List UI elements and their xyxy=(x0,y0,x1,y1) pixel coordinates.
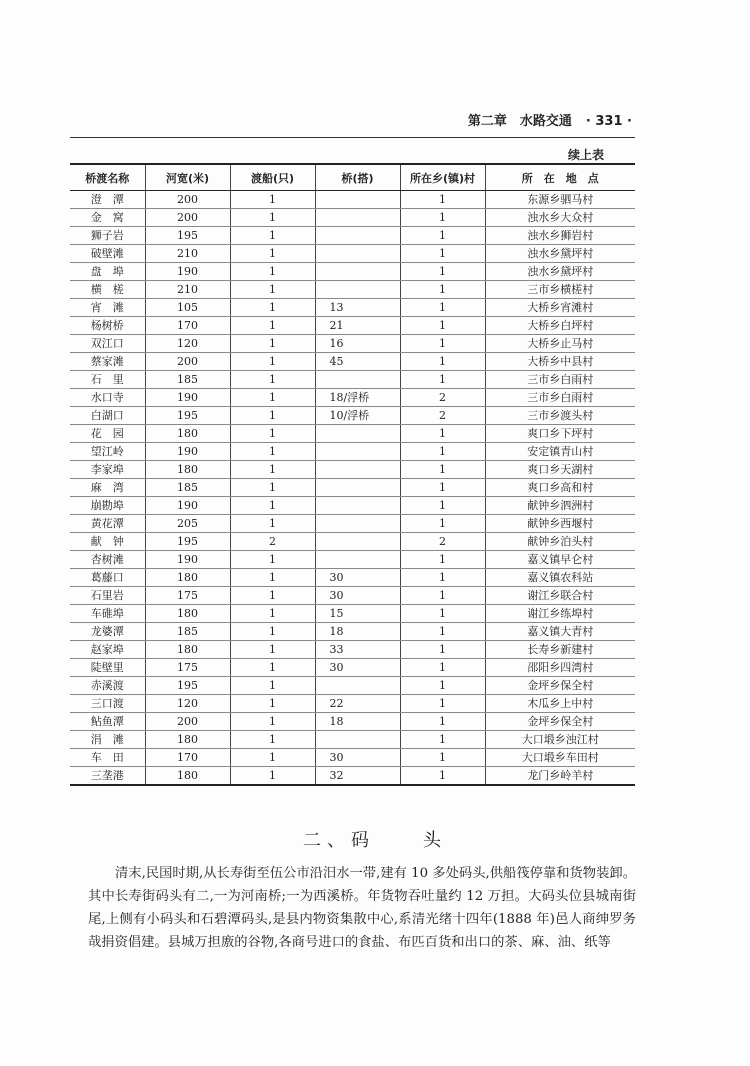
table-row xyxy=(70,479,635,497)
table-cell xyxy=(315,191,400,209)
table-cell: 190 xyxy=(145,551,230,569)
table-row xyxy=(70,443,635,461)
table-cell xyxy=(315,245,400,263)
ferry-table xyxy=(70,163,635,786)
table-cell: 200 xyxy=(145,713,230,731)
table-row xyxy=(70,695,635,713)
column-header: 渡船(只) xyxy=(230,164,315,191)
table-cell: 大桥乡宵滩村 xyxy=(485,299,635,317)
table-cell: 33 xyxy=(315,641,400,659)
table-cell: 1 xyxy=(400,515,485,533)
table-row xyxy=(70,731,635,749)
table-cell: 1 xyxy=(400,461,485,479)
table-cell: 175 xyxy=(145,659,230,677)
table-cell: 1 xyxy=(400,587,485,605)
table-cell: 1 xyxy=(230,515,315,533)
table-cell: 金坪乡保全村 xyxy=(485,713,635,731)
table-cell: 浊水乡黛坪村 xyxy=(485,263,635,281)
table-cell: 三市乡渡头村 xyxy=(485,407,635,425)
table-cell: 石 里 xyxy=(70,371,145,389)
table-row xyxy=(70,659,635,677)
table-cell: 望江岭 xyxy=(70,443,145,461)
table-cell: 三市乡横槎村 xyxy=(485,281,635,299)
table-cell: 1 xyxy=(400,299,485,317)
table-cell: 车碓埠 xyxy=(70,605,145,623)
table-row xyxy=(70,245,635,263)
table-cell: 185 xyxy=(145,479,230,497)
table-cell: 长寿乡新建村 xyxy=(485,641,635,659)
table-cell: 32 xyxy=(315,767,400,786)
table-cell: 蔡家滩 xyxy=(70,353,145,371)
table-cell: 1 xyxy=(400,767,485,786)
table-row xyxy=(70,605,635,623)
table-cell: 1 xyxy=(400,371,485,389)
table-cell: 1 xyxy=(400,245,485,263)
table-cell: 1 xyxy=(400,227,485,245)
table-cell: 30 xyxy=(315,587,400,605)
table-cell: 1 xyxy=(230,623,315,641)
table-row xyxy=(70,389,635,407)
table-cell: 大桥乡中县村 xyxy=(485,353,635,371)
table-cell: 嘉义镇农科站 xyxy=(485,569,635,587)
table-cell: 1 xyxy=(230,191,315,209)
table-row xyxy=(70,767,635,786)
table-cell: 200 xyxy=(145,209,230,227)
table-cell: 嘉义镇大青村 xyxy=(485,623,635,641)
table-cell: 200 xyxy=(145,353,230,371)
table-cell: 1 xyxy=(230,443,315,461)
table-cell: 1 xyxy=(230,353,315,371)
continued-label: 续上表 xyxy=(568,148,605,162)
table-cell: 车 田 xyxy=(70,749,145,767)
table-cell: 180 xyxy=(145,641,230,659)
table-cell: 1 xyxy=(230,335,315,353)
table-cell: 1 xyxy=(400,263,485,281)
table-cell: 18 xyxy=(315,713,400,731)
table-cell: 安定镇青山村 xyxy=(485,443,635,461)
table-cell: 190 xyxy=(145,263,230,281)
table-cell: 1 xyxy=(400,353,485,371)
table-cell: 1 xyxy=(400,695,485,713)
table-cell: 嘉义镇早仑村 xyxy=(485,551,635,569)
table-cell: 献钟乡泊头村 xyxy=(485,533,635,551)
table-cell: 45 xyxy=(315,353,400,371)
table-cell: 大口塅乡车田村 xyxy=(485,749,635,767)
table-cell: 葛藤口 xyxy=(70,569,145,587)
table-cell: 21 xyxy=(315,317,400,335)
table-cell: 1 xyxy=(230,749,315,767)
table-cell: 1 xyxy=(400,659,485,677)
table-cell: 195 xyxy=(145,677,230,695)
table-cell: 1 xyxy=(400,443,485,461)
table-cell: 浊水乡黛坪村 xyxy=(485,245,635,263)
column-header: 河宽(米) xyxy=(145,164,230,191)
table-cell: 1 xyxy=(230,425,315,443)
body-paragraph: 清末,民国时期,从长寿街至伍公市沿汨水一带,建有 10 多处码头,供船筏停靠和货物装卸。其中长寿街码头有二,一为河南桥;一为西溪桥。年货物吞吐量约 12 万担。大码头位县城南街尾,上侧有小码头和石碧潭码头,是县内物资集散中心,系清光绪十四年(1888 年)邑人商绅罗务哉捐资倡建。县城万担廒的谷物,各商号进口的食盐、布匹百货和出口的茶、麻、油、纸等 xyxy=(88,866,636,950)
table-cell: 谢江乡练埠村 xyxy=(485,605,635,623)
page-number: · 331 · xyxy=(585,114,632,129)
table-cell: 1 xyxy=(230,605,315,623)
table-cell xyxy=(315,551,400,569)
table-cell: 崩勘埠 xyxy=(70,497,145,515)
table-cell: 1 xyxy=(230,227,315,245)
table-cell: 210 xyxy=(145,245,230,263)
table-cell: 120 xyxy=(145,695,230,713)
table-cell: 170 xyxy=(145,317,230,335)
table-cell: 1 xyxy=(230,245,315,263)
table-cell: 195 xyxy=(145,407,230,425)
table-cell: 谢江乡联合村 xyxy=(485,587,635,605)
table-cell: 195 xyxy=(145,227,230,245)
table-cell xyxy=(315,461,400,479)
table-cell: 1 xyxy=(230,659,315,677)
table-cell: 18 xyxy=(315,623,400,641)
table-cell: 宵 滩 xyxy=(70,299,145,317)
table-cell: 175 xyxy=(145,587,230,605)
table-cell: 三垄港 xyxy=(70,767,145,786)
table-cell: 1 xyxy=(230,209,315,227)
table-cell: 1 xyxy=(230,281,315,299)
table-row xyxy=(70,497,635,515)
table-cell: 龙婆潭 xyxy=(70,623,145,641)
table-cell xyxy=(315,731,400,749)
table-cell: 麻 湾 xyxy=(70,479,145,497)
table-cell: 涓 滩 xyxy=(70,731,145,749)
table-cell: 1 xyxy=(230,569,315,587)
column-header: 桥(搭) xyxy=(315,164,400,191)
table-cell: 1 xyxy=(230,479,315,497)
table-cell: 190 xyxy=(145,443,230,461)
table-row xyxy=(70,299,635,317)
table-row xyxy=(70,713,635,731)
table-cell: 2 xyxy=(400,533,485,551)
table-row xyxy=(70,227,635,245)
table-row xyxy=(70,371,635,389)
table-cell: 1 xyxy=(400,713,485,731)
table-cell: 13 xyxy=(315,299,400,317)
table-cell: 破壁滩 xyxy=(70,245,145,263)
column-header: 所 在 地 点 xyxy=(485,164,635,191)
table-row xyxy=(70,407,635,425)
table-cell: 205 xyxy=(145,515,230,533)
table-row xyxy=(70,281,635,299)
table-cell: 1 xyxy=(400,425,485,443)
table-cell: 180 xyxy=(145,767,230,786)
table-cell: 浊水乡大众村 xyxy=(485,209,635,227)
table-cell: 爽口乡下坪村 xyxy=(485,425,635,443)
table-cell xyxy=(315,515,400,533)
table-row xyxy=(70,677,635,695)
table-cell: 木瓜乡上中村 xyxy=(485,695,635,713)
table-cell xyxy=(315,533,400,551)
table-cell: 大口塅乡浊江村 xyxy=(485,731,635,749)
table-cell xyxy=(315,371,400,389)
table-cell: 横 槎 xyxy=(70,281,145,299)
table-cell: 杏树滩 xyxy=(70,551,145,569)
table-cell: 1 xyxy=(230,587,315,605)
chapter-title: 第二章 水路交通 xyxy=(467,114,572,129)
table-cell: 210 xyxy=(145,281,230,299)
table-cell: 三市乡白雨村 xyxy=(485,371,635,389)
table-cell: 爽口乡天湖村 xyxy=(485,461,635,479)
table-cell: 2 xyxy=(400,407,485,425)
table-cell: 18/浮桥 xyxy=(315,389,400,407)
table-cell: 1 xyxy=(400,281,485,299)
table-cell: 1 xyxy=(400,605,485,623)
table-cell xyxy=(315,263,400,281)
table-row xyxy=(70,353,635,371)
table-cell: 170 xyxy=(145,749,230,767)
table-cell: 献 钟 xyxy=(70,533,145,551)
table-row xyxy=(70,209,635,227)
table-cell xyxy=(315,677,400,695)
column-header: 所在乡(镇)村 xyxy=(400,164,485,191)
table-cell: 180 xyxy=(145,461,230,479)
table-cell: 1 xyxy=(230,317,315,335)
table-cell: 1 xyxy=(400,497,485,515)
table-cell xyxy=(315,497,400,515)
table-cell: 180 xyxy=(145,569,230,587)
table-cell: 浊水乡狮岩村 xyxy=(485,227,635,245)
table-cell: 献钟乡泗洲村 xyxy=(485,497,635,515)
table-cell: 1 xyxy=(400,677,485,695)
table-cell: 105 xyxy=(145,299,230,317)
table-cell: 180 xyxy=(145,605,230,623)
table-cell: 16 xyxy=(315,335,400,353)
table-cell: 金坪乡保全村 xyxy=(485,677,635,695)
table-cell: 190 xyxy=(145,389,230,407)
table-row xyxy=(70,425,635,443)
table-cell: 东源乡驷马村 xyxy=(485,191,635,209)
table-cell: 180 xyxy=(145,731,230,749)
table-cell: 1 xyxy=(230,389,315,407)
table-cell: 大桥乡止马村 xyxy=(485,335,635,353)
table-cell: 1 xyxy=(400,749,485,767)
table-cell: 2 xyxy=(230,533,315,551)
header-rule xyxy=(70,137,635,138)
table-cell: 1 xyxy=(230,299,315,317)
table-row xyxy=(70,569,635,587)
table-header-row xyxy=(70,164,635,191)
table-cell: 1 xyxy=(400,209,485,227)
table-cell: 30 xyxy=(315,749,400,767)
table-cell: 1 xyxy=(400,191,485,209)
table-cell: 1 xyxy=(400,335,485,353)
table-cell xyxy=(315,443,400,461)
table-row xyxy=(70,335,635,353)
table-cell: 李家埠 xyxy=(70,461,145,479)
table-cell xyxy=(315,281,400,299)
table-cell: 三市乡白雨村 xyxy=(485,389,635,407)
table-cell: 龙门乡岭羊村 xyxy=(485,767,635,786)
table-cell: 赵家埠 xyxy=(70,641,145,659)
table-cell: 200 xyxy=(145,191,230,209)
table-cell: 1 xyxy=(230,641,315,659)
table-cell: 1 xyxy=(230,371,315,389)
table-row xyxy=(70,317,635,335)
table-cell: 15 xyxy=(315,605,400,623)
table-cell: 花 园 xyxy=(70,425,145,443)
table-cell: 1 xyxy=(400,731,485,749)
table-cell: 1 xyxy=(230,731,315,749)
table-row xyxy=(70,623,635,641)
table-cell: 1 xyxy=(400,551,485,569)
table-cell: 黄花潭 xyxy=(70,515,145,533)
table-row xyxy=(70,587,635,605)
table-cell: 1 xyxy=(230,713,315,731)
table-cell: 石里岩 xyxy=(70,587,145,605)
table-row xyxy=(70,641,635,659)
table-cell: 大桥乡白坪村 xyxy=(485,317,635,335)
table-row xyxy=(70,533,635,551)
table-cell xyxy=(315,425,400,443)
table-cell: 1 xyxy=(230,497,315,515)
section-title: 二、码 头 xyxy=(303,830,447,851)
table-cell xyxy=(315,209,400,227)
table-cell: 双江口 xyxy=(70,335,145,353)
table-cell: 190 xyxy=(145,497,230,515)
table-cell: 30 xyxy=(315,569,400,587)
column-header: 桥渡名称 xyxy=(70,164,145,191)
table-cell: 1 xyxy=(230,551,315,569)
table-cell: 爽口乡高和村 xyxy=(485,479,635,497)
table-cell: 10/浮桥 xyxy=(315,407,400,425)
table-cell: 邵阳乡四湾村 xyxy=(485,659,635,677)
running-header xyxy=(468,110,632,129)
table-cell: 澄 潭 xyxy=(70,191,145,209)
table-cell: 盘 埠 xyxy=(70,263,145,281)
table-cell: 杨树桥 xyxy=(70,317,145,335)
table-cell: 1 xyxy=(230,263,315,281)
table-row xyxy=(70,749,635,767)
table-cell: 水口寺 xyxy=(70,389,145,407)
table-cell: 1 xyxy=(400,641,485,659)
table-cell: 185 xyxy=(145,623,230,641)
table-cell: 陡壁里 xyxy=(70,659,145,677)
table-cell: 1 xyxy=(230,461,315,479)
table-cell: 白湖口 xyxy=(70,407,145,425)
table-row xyxy=(70,461,635,479)
table-cell: 1 xyxy=(230,767,315,786)
table-cell: 22 xyxy=(315,695,400,713)
table-cell: 120 xyxy=(145,335,230,353)
table-cell: 1 xyxy=(400,569,485,587)
table-cell: 狮子岩 xyxy=(70,227,145,245)
table-row xyxy=(70,191,635,209)
table-cell: 1 xyxy=(400,317,485,335)
table-row xyxy=(70,263,635,281)
table-cell: 1 xyxy=(230,677,315,695)
table-cell: 赤溪渡 xyxy=(70,677,145,695)
table-cell: 献钟乡西堰村 xyxy=(485,515,635,533)
table-row xyxy=(70,515,635,533)
table-cell: 三口渡 xyxy=(70,695,145,713)
table-cell: 1 xyxy=(230,407,315,425)
table-cell: 30 xyxy=(315,659,400,677)
table-cell: 鲇鱼潭 xyxy=(70,713,145,731)
table-cell: 1 xyxy=(230,695,315,713)
table-cell: 1 xyxy=(400,479,485,497)
table-cell: 金 窝 xyxy=(70,209,145,227)
table-cell xyxy=(315,479,400,497)
table-cell: 2 xyxy=(400,389,485,407)
table-cell: 180 xyxy=(145,425,230,443)
table-cell: 1 xyxy=(400,623,485,641)
table-cell: 185 xyxy=(145,371,230,389)
table-cell: 195 xyxy=(145,533,230,551)
table-cell xyxy=(315,227,400,245)
table-row xyxy=(70,551,635,569)
